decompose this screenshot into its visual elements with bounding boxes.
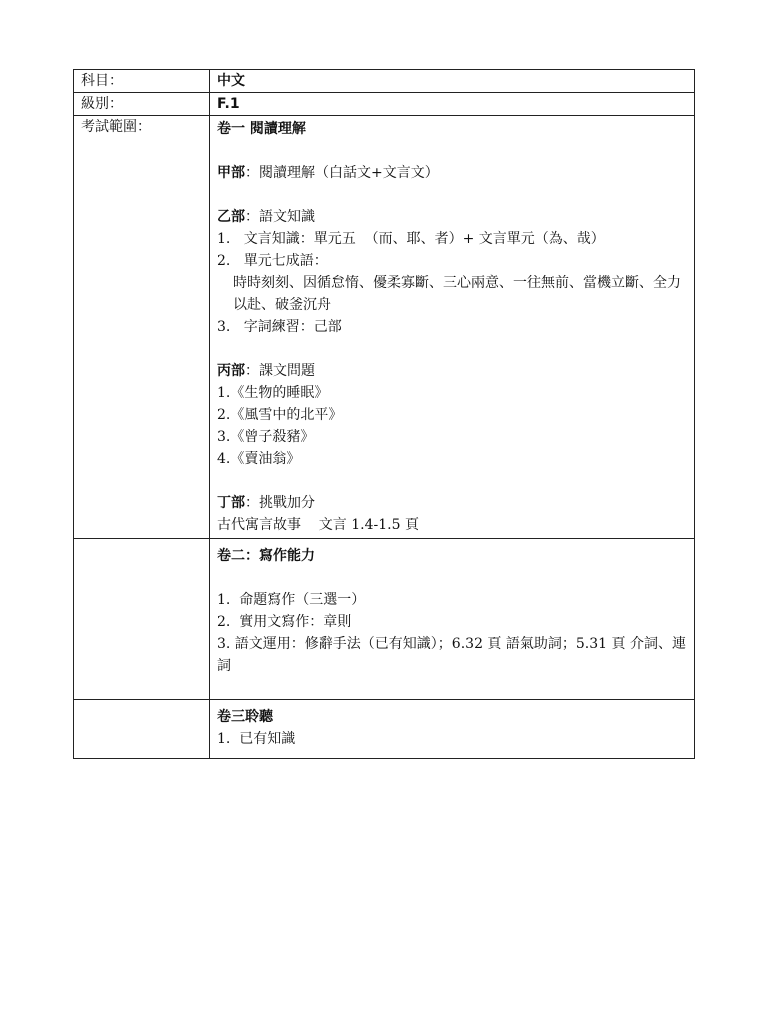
subject-value: 中文 — [210, 70, 695, 93]
paper3-label-cell — [74, 700, 210, 759]
scope-label: 考試範圍： — [74, 116, 210, 539]
paper2-cell — [210, 539, 695, 700]
paper1-title: 卷一 閱讀理解 — [217, 121, 306, 137]
paper2-item: 2. 實用文寫作：章則 — [217, 614, 352, 630]
paper3-title: 卷三聆聽 — [217, 709, 273, 725]
section-yi-text: ：語文知識 — [245, 209, 315, 225]
paper3-cell — [210, 700, 695, 759]
paper2-row — [74, 539, 695, 700]
level-value: F.1 — [210, 93, 695, 116]
bing-item: 1.《生物的睡眠》 — [217, 385, 329, 401]
section-ding-text: ：挑戰加分 — [245, 495, 315, 511]
bing-item: 2.《風雪中的北平》 — [217, 407, 343, 423]
section-yi-head: 乙部 — [217, 209, 245, 225]
section-jia-head: 甲部 — [217, 165, 245, 181]
subject-label: 科目： — [74, 70, 210, 93]
subject-row — [74, 70, 695, 93]
yi-item-2-detail: 時時刻刻、因循怠惰、優柔寡斷、三心兩意、一往無前、當機立斷、全力以赴、破釜沉舟 — [233, 275, 681, 313]
paper1-cell — [210, 116, 695, 539]
yi-item-1: 1. 文言知識：單元五 （而、耶、者）+ 文言單元（為、哉） — [217, 231, 605, 247]
yi-item-3: 3. 字詞練習：己部 — [217, 319, 342, 335]
paper3-row — [74, 700, 695, 759]
section-ding-head: 丁部 — [217, 495, 245, 511]
section-jia-text: ：閱讀理解（白話文+文言文） — [245, 165, 439, 181]
section-bing-head: 丙部 — [217, 363, 245, 379]
section-bing — [217, 360, 687, 382]
paper2-item: 3. 語文運用：修辭手法（已有知識）；6.32 頁 語氣助詞；5.31 頁 介詞、連詞 — [217, 636, 686, 674]
yi-item-2: 2. 單元七成語： — [217, 253, 328, 269]
paper2-label-cell — [74, 539, 210, 700]
paper3-item: 1. 已有知識 — [217, 731, 296, 747]
paper2-title: 卷二：寫作能力 — [217, 548, 315, 564]
level-row — [74, 93, 695, 116]
level-label: 級別： — [74, 93, 210, 116]
section-jia — [217, 162, 687, 184]
bing-item: 3.《曾子殺豬》 — [217, 429, 315, 445]
section-bing-text: ：課文問題 — [245, 363, 315, 379]
paper1-row — [74, 116, 695, 539]
paper2-item: 1. 命題寫作（三選一） — [217, 592, 366, 608]
ding-detail: 古代寓言故事 文言 1.4-1.5 頁 — [217, 517, 419, 533]
section-yi — [217, 206, 687, 228]
bing-item: 4.《賣油翁》 — [217, 451, 301, 467]
exam-scope-table — [73, 69, 695, 759]
section-ding — [217, 492, 687, 514]
